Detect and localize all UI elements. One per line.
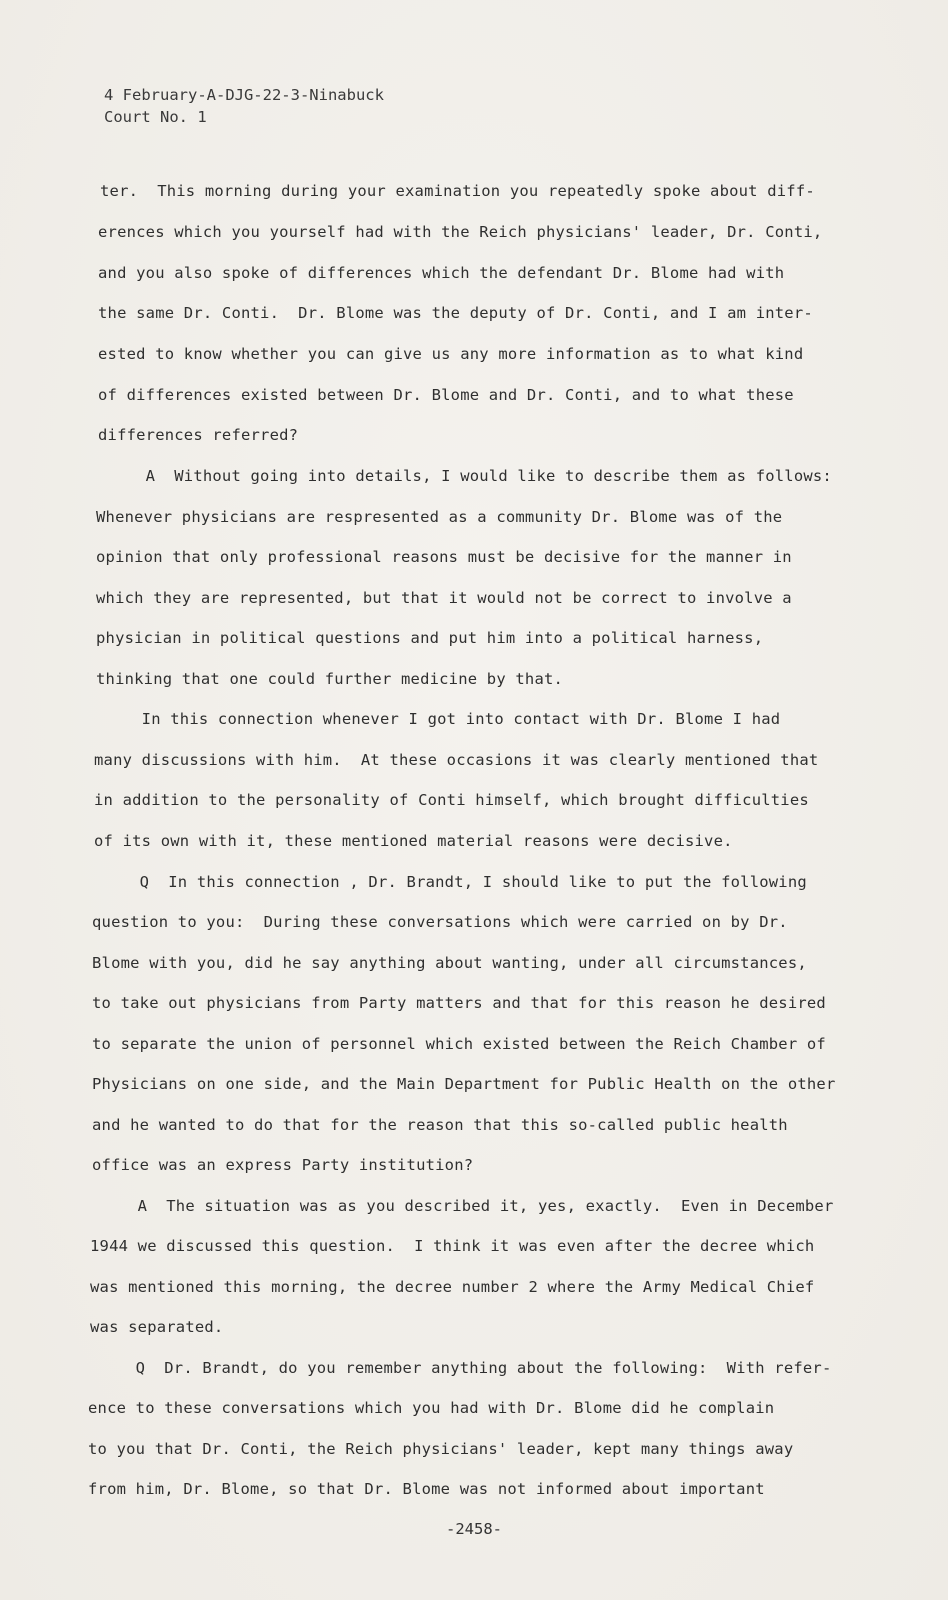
body-line-24: and he wanted to do that for the reason that this so-called public health (92, 1116, 788, 1134)
body-line-14: In this connection whenever I got into contact with Dr. Blome I had (94, 710, 781, 728)
body-line-12: physician in political questions and put him into a political harness, (96, 629, 764, 647)
body-line-31: ence to these conversations which you had with Dr. Blome did he complain (88, 1399, 775, 1417)
body-line-8: A Without going into details, I would like to describe them as follows: (98, 467, 832, 485)
body-line-23: Physicians on one side, and the Main Department for Public Health on the other (92, 1075, 836, 1093)
body-line-15: many discussions with him. At these occasions it was clearly mentioned that (94, 751, 819, 769)
header-court-number: Court No. 1 (104, 108, 207, 126)
body-line-18: Q In this connection , Dr. Brandt, I should like to put the following (92, 873, 807, 891)
body-line-16: in addition to the personality of Conti himself, which brought difficulties (94, 791, 809, 809)
body-line-11: which they are represented, but that it would not be correct to involve a (96, 589, 792, 607)
body-line-6: of differences existed between Dr. Blome and Dr. Conti, and to what these (98, 386, 794, 404)
body-line-25: office was an express Party institution? (92, 1156, 474, 1174)
document-header (104, 84, 384, 128)
body-line-3: and you also spoke of differences which the defendant Dr. Blome had with (98, 264, 785, 282)
body-line-2: erences which you yourself had with the Reich physicians' leader, Dr. Conti, (98, 223, 823, 241)
body-line-5: ested to know whether you can give us any more information as to what kind (98, 345, 804, 363)
page-number: -2458- (446, 1520, 502, 1538)
body-line-26: A The situation was as you described it, yes, exactly. Even in December (90, 1197, 834, 1215)
body-line-30: Q Dr. Brandt, do you remember anything about the following: With refer- (88, 1359, 832, 1377)
body-line-17: of its own with it, these mentioned material reasons were decisive. (94, 832, 733, 850)
body-line-20: Blome with you, did he say anything about wanting, under all circumstances, (92, 954, 807, 972)
body-line-4: the same Dr. Conti. Dr. Blome was the deputy of Dr. Conti, and I am inter- (98, 304, 813, 322)
body-line-7: differences referred? (98, 426, 299, 444)
body-line-1: ter. This morning during your examination you repeatedly spoke about diff- (100, 182, 815, 200)
header-session-id: 4 February-A-DJG-22-3-Ninabuck (104, 86, 384, 104)
body-line-13: thinking that one could further medicine by that. (96, 670, 564, 688)
body-line-32: to you that Dr. Conti, the Reich physicians' leader, kept many things away (88, 1440, 794, 1458)
body-line-19: question to you: During these conversations which were carried on by Dr. (92, 913, 788, 931)
body-line-9: Whenever physicians are respresented as a community Dr. Blome was of the (96, 508, 783, 526)
body-line-28: was mentioned this morning, the decree number 2 where the Army Medical Chief (90, 1278, 815, 1296)
body-line-10: opinion that only professional reasons must be decisive for the manner in (96, 548, 792, 566)
body-line-27: 1944 we discussed this question. I think it was even after the decree which (90, 1237, 815, 1255)
body-line-33: from him, Dr. Blome, so that Dr. Blome was not informed about important (88, 1480, 765, 1498)
body-line-21: to take out physicians from Party matters and that for this reason he desired (92, 994, 826, 1012)
body-line-22: to separate the union of personnel which existed between the Reich Chamber of (92, 1035, 826, 1053)
body-line-29: was separated. (90, 1318, 224, 1336)
